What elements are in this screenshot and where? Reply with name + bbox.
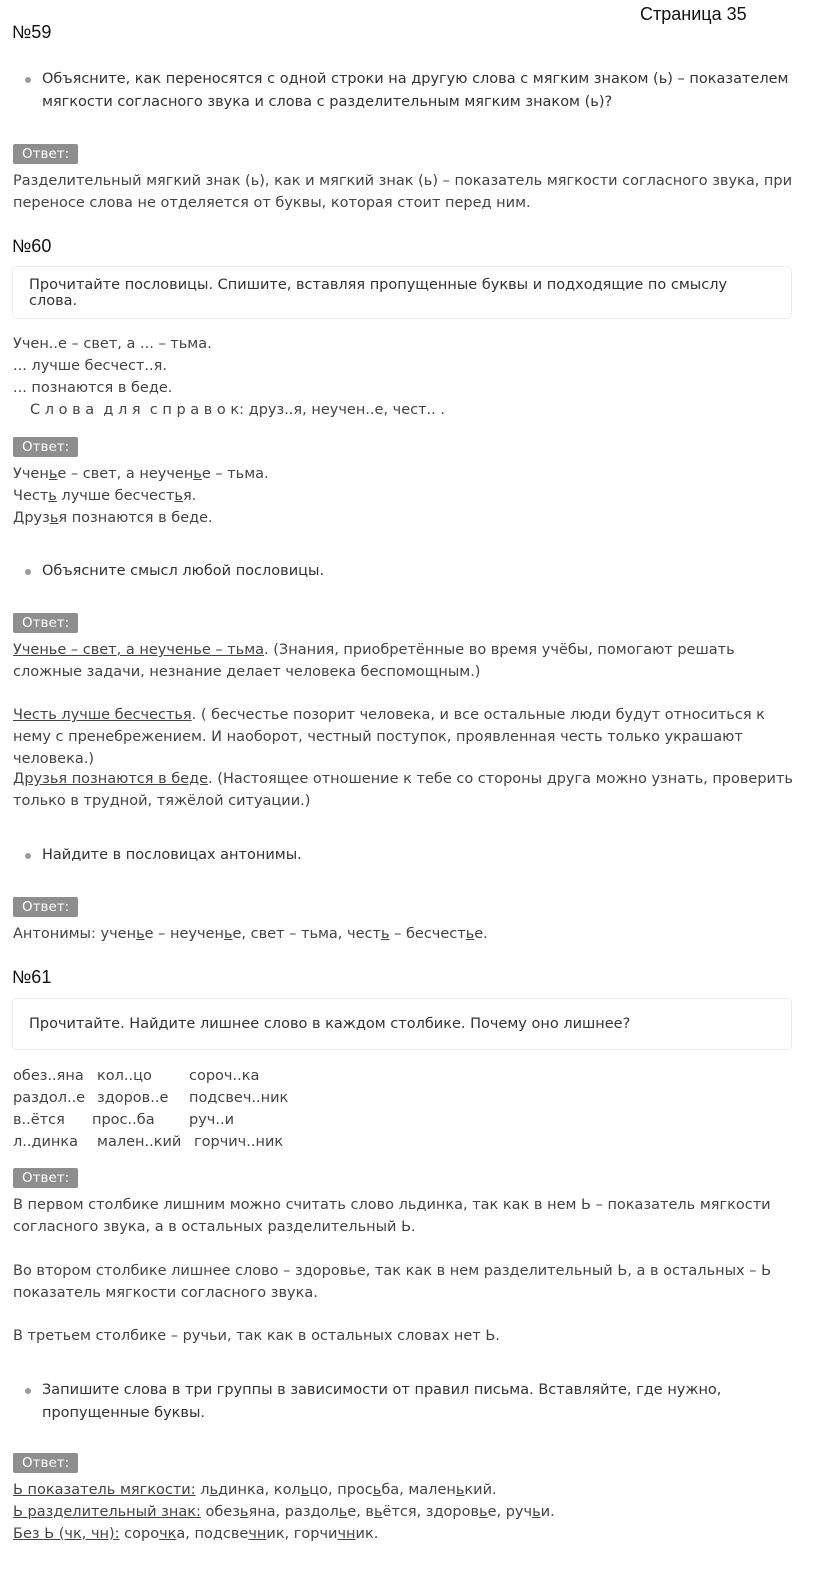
word-cell: прос..ба: [92, 1112, 155, 1128]
word-cell: подсвеч..ник: [189, 1090, 289, 1106]
answer-proverb-3: Друзья познаются в беде.: [13, 510, 213, 526]
proverb-line: ... познаются в беде.: [13, 380, 173, 396]
word-cell: л..динка: [13, 1134, 79, 1150]
proverb-line: Учен..е – свет, а ... – тьма.: [13, 336, 212, 352]
group-no-soft-sign: Без Ь (чк, чн): сорочка, подсвечник, горчичник.: [13, 1526, 379, 1542]
word-cell: горчич..ник: [194, 1134, 284, 1150]
word-cell: здоров..е: [97, 1090, 169, 1106]
exercise-61-number: №61: [12, 967, 52, 987]
word-cell: мален..кий: [97, 1134, 182, 1150]
exercise-61-question-2: Запишите слова в три группы в зависимости от правил письма. Вставляйте, где нужно, пропущенные буквы.: [22, 1379, 792, 1425]
exercise-59-answer: Разделительный мягкий знак (ь), как и мягкий знак (ь) – показатель мягкости согласного звука, при переносе слова не отделяется от буквы, которая стоит перед ним.: [13, 173, 793, 211]
antonyms-answer: Антонимы: ученье – неученье, свет – тьма, честь – бесчестье.: [13, 926, 488, 942]
proverb-meaning-3: Друзья познаются в беде. (Настоящее отношение к тебе со стороны друга можно узнать, проверить только в трудной, тяжёлой ситуации.): [13, 771, 793, 809]
exercise-59-number: №59: [12, 22, 52, 42]
word-cell: кол..цо: [97, 1068, 152, 1084]
answer-badge: Ответ:: [13, 437, 78, 457]
proverb-meaning-2: Честь лучше бесчестья. ( бесчестье позорит человека, и все остальные люди будут относиться к нему с пренебрежением. И наоборот, честный поступок, проявленная честь только украшают человека.): [13, 707, 765, 767]
exercise-60-number: №60: [12, 236, 52, 256]
answer-proverb-1: Ученье – свет, а неученье – тьма.: [13, 466, 269, 482]
answer-proverb-2: Честь лучше бесчестья.: [13, 488, 197, 504]
exercise-61-answer-2: Во втором столбике лишнее слово – здоровье, так как в нем разделительный Ь, а в остальных – Ь показатель мягкости согласного звука.: [13, 1263, 772, 1301]
answer-badge: Ответ:: [13, 1168, 78, 1188]
exercise-61-answer-1: В первом столбике лишним можно считать слово льдинка, так как в нем Ь – показатель мягкости согласного звука, а в остальных разделительный Ь.: [13, 1197, 771, 1235]
exercise-60-task: Прочитайте пословицы. Спишите, вставляя пропущенные буквы и подходящие по смыслу слова.: [29, 276, 728, 309]
reference-words: С л о в а д л я с п р а в о к: друз..я, неучен..е, чест.. .: [30, 402, 445, 418]
word-cell: раздол..е: [13, 1090, 86, 1106]
answer-badge: Ответ:: [13, 897, 78, 917]
exercise-61-task: Прочитайте. Найдите лишнее слово в каждом столбике. Почему оно лишнее?: [29, 1016, 631, 1032]
word-cell: обез..яна: [13, 1068, 84, 1084]
group-separating: Ь разделительный знак: обезьяна, раздолье, вьётся, здоровье, ручьи.: [13, 1504, 555, 1520]
exercise-59-question: Объясните, как переносятся с одной строки на другую слова с мягким знаком (ь) – показателем мягкости согласного звука и слова с разделительным мягким знаком (ь)?: [22, 68, 792, 114]
answer-badge: Ответ:: [13, 1453, 78, 1473]
word-cell: руч..и: [189, 1112, 234, 1128]
proverb-meaning-1: Ученье – свет, а неученье – тьма. (Знания, приобретённые во время учёбы, помогают решать сложные задачи, незнание делает человека беспомощным.): [13, 642, 735, 680]
exercise-61-task-box: [12, 998, 792, 1050]
proverb-line: ... лучше бесчест..я.: [13, 358, 167, 374]
word-cell: сороч..ка: [189, 1068, 260, 1084]
exercise-61-answer-3: В третьем столбике – ручьи, так как в остальных словах нет Ь.: [13, 1328, 500, 1344]
word-columns: [13, 1065, 313, 1153]
word-cell: в..ётся: [13, 1112, 65, 1128]
page-number: Страница 35: [640, 4, 747, 24]
answer-badge: Ответ:: [13, 144, 78, 164]
answer-badge: Ответ:: [13, 613, 78, 633]
exercise-60-question-2: Объясните смысл любой пословицы.: [22, 560, 792, 583]
exercise-60-question-3: Найдите в пословицах антонимы.: [22, 844, 792, 867]
group-softness: Ь показатель мягкости: льдинка, кольцо, просьба, маленький.: [13, 1482, 497, 1498]
exercise-60-task-box: [12, 266, 792, 319]
